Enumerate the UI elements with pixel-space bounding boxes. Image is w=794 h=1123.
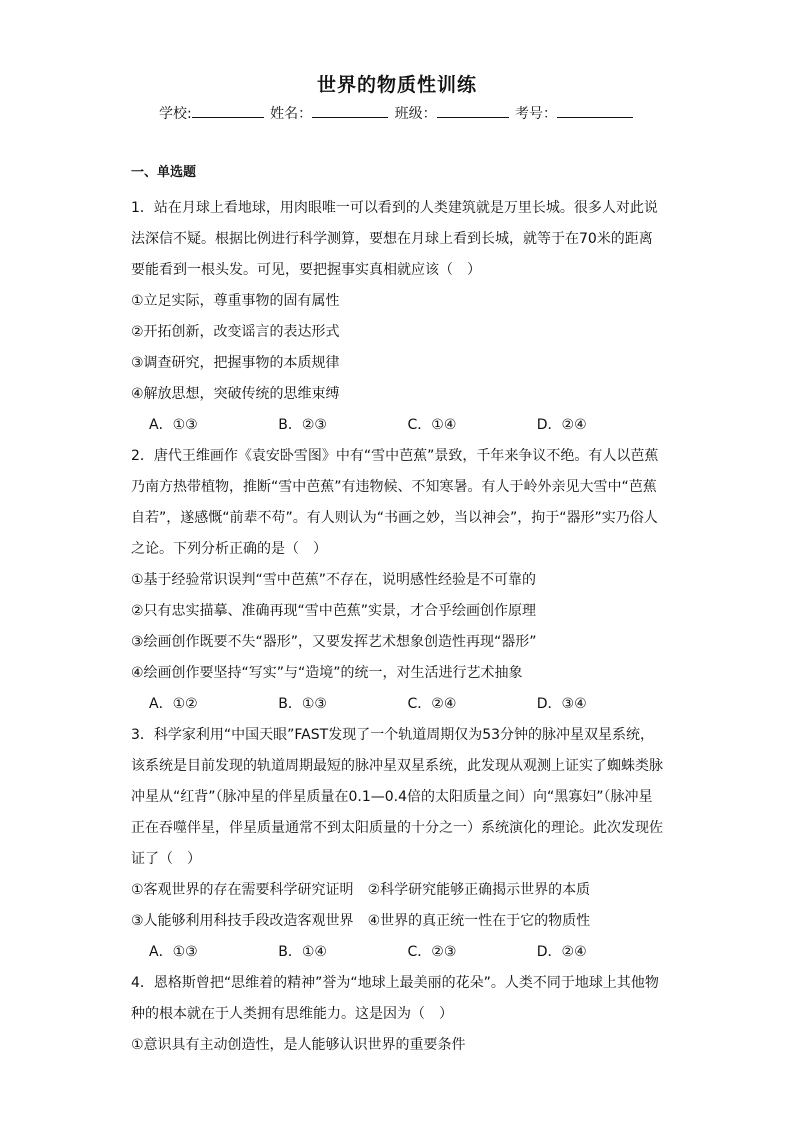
question-stem: 2．唐代王维画作《袁安卧雪图》中有“雪中芭蕉”景致，千年来争议不绝。有人以芭蕉乃南方热带植物，推断“雪中芭蕉”有违物候、不知寒暑。有人于岭外亲见大雪中“芭蕉自若”，遂感慨“前辈不苟”。有人则认为“书画之妙，当以神会”，拘于“器形”实乃俗人之论。下列分析正确的是（ ）	[131, 448, 659, 557]
name-label: 姓名：	[270, 106, 313, 122]
answer-choices	[131, 689, 666, 720]
question-3	[131, 720, 666, 968]
choice-d[interactable]: D．②④	[536, 417, 587, 433]
choice-c[interactable]: C．①④	[407, 417, 457, 433]
statement-pair	[131, 875, 666, 906]
student-info-row	[0, 103, 794, 123]
question-stem: 4．恩格斯曾把“思维着的精神”誉为“地球上最美丽的花朵”。人类不同于地球上其他物种的根本就在于人类拥有思维能力。这是因为（ ）	[131, 975, 659, 1022]
section-heading: 一、单选题	[131, 165, 197, 180]
statement-option: ②只有忠实描摹、准确再现“雪中芭蕉”实景，才合乎绘画创作原理	[131, 603, 537, 619]
question-1	[131, 193, 666, 441]
choice-a[interactable]: A．①③	[149, 417, 198, 433]
choice-a[interactable]: A．①②	[149, 696, 198, 712]
choice-b[interactable]: B．②③	[278, 417, 327, 433]
answer-choices	[131, 937, 666, 968]
answer-choices	[131, 410, 666, 441]
statement-option: ③调查研究，把握事物的本质规律	[131, 355, 340, 371]
statement-option: ④绘画创作要坚持“写实”与“造境”的统一，对生活进行艺术抽象	[131, 665, 523, 681]
choice-b[interactable]: B．①③	[278, 696, 327, 712]
school-label: 学校:	[158, 106, 192, 122]
name-blank[interactable]	[312, 103, 388, 118]
statement-option: ①意识具有主动创造性，是人能够认识世界的重要条件	[131, 1037, 466, 1053]
question-4	[131, 968, 666, 1061]
statement-option: ③绘画创作既要不失“器形”，又要发挥艺术想象创造性再现“器形”	[131, 634, 537, 650]
choice-b[interactable]: B．①④	[278, 944, 327, 960]
statement-option: ①立足实际，尊重事物的固有属性	[131, 293, 340, 309]
statement-option: ②科学研究能够正确揭示世界的本质	[367, 882, 591, 898]
question-content	[131, 163, 666, 1061]
statement-option: ②开拓创新，改变谣言的表达形式	[131, 324, 340, 340]
choice-d[interactable]: D．②④	[536, 944, 587, 960]
statement-option: ①基于经验常识误判“雪中芭蕉”不存在，说明感性经验是不可靠的	[131, 572, 537, 588]
choice-c[interactable]: C．②④	[407, 696, 457, 712]
exam-number-blank[interactable]	[557, 103, 633, 118]
statement-option: ④解放思想，突破传统的思维束缚	[131, 386, 340, 402]
class-blank[interactable]	[437, 103, 509, 118]
choice-a[interactable]: A．①③	[149, 944, 198, 960]
page-title: 世界的物质性训练	[316, 74, 477, 96]
statement-option: ④世界的真正统一性在于它的物质性	[367, 913, 591, 929]
question-2	[131, 441, 666, 720]
choice-d[interactable]: D．③④	[536, 696, 587, 712]
question-stem: 1．站在月球上看地球，用肉眼唯一可以看到的人类建筑就是万里长城。很多人对此说法深信不疑。根据比例进行科学测算，要想在月球上看到长城，就等于在70米的距离要能看到一根头发。可见，要把握事实真相就应该（ ）	[131, 200, 658, 278]
choice-c[interactable]: C．②③	[407, 944, 457, 960]
class-label: 班级：	[394, 106, 437, 122]
statement-option: ①客观世界的存在需要科学研究证明	[131, 882, 354, 898]
school-blank[interactable]	[192, 103, 264, 118]
exam-number-label: 考号：	[515, 106, 558, 122]
statement-pair	[131, 906, 666, 937]
statement-option: ③人能够利用科技手段改造客观世界	[131, 913, 354, 929]
question-stem: 3．科学家利用“中国天眼”FAST发现了一个轨道周期仅为53分钟的脉冲星双星系统，该系统是目前发现的轨道周期最短的脉冲星双星系统，此发现从观测上证实了蜘蛛类脉冲星从“红背”（脉冲星的伴星质量在0.1—0.4倍的太阳质量之间）向“黑寡妇”（脉冲星正在吞噬伴星，伴星质量通常不到太阳质量的十分之一）系统演化的理论。此次发现佐证了（ ）	[131, 727, 663, 867]
